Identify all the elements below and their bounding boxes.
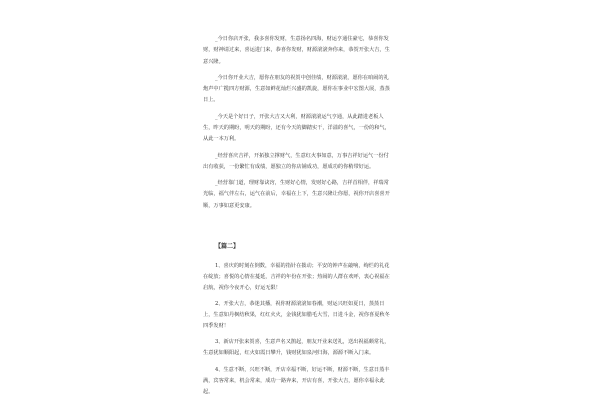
paragraph: _今天是个好日子，开张大吉又大利，财源滚滚运气亨通，从此踏进老板人生，昨天的期盼，明天的期盼，还有今天的脚踏实干，洋溢的喜气，一份的和气，从此一本万利。 bbox=[203, 113, 390, 143]
paragraph: _经营靠门道，理财靠诀窍，生财好心情，发财好心路，吉祥首相伴，祥瑞常光临，福气伴左右，运气在前后，幸福在上下，生意兴隆让你愿，祝你开店喜喜开顺，万事如意更安康。 bbox=[203, 180, 390, 209]
text-column bbox=[203, 29, 393, 403]
section-spacer bbox=[203, 217, 393, 241]
list-item: 4、生意不断，兴旺不断，开店幸福不断，好运不断，财源不断，生意日蒸丰满，宾客常来，机会常来，成功一路奔来，开店有喜，开张大吉，愿你幸福永此起。 bbox=[203, 366, 390, 395]
list-item: 2、开张大吉，恭迷其播，祝你财源滚滚如春潮，财运兴旺如夏日，蒸蒸日上，生意如丹枫结秋果，红红火火，金钱犹如腊毛大雪，日进斗金，祝你喜夏秋冬四季发财！ bbox=[203, 301, 390, 330]
list-item: 1、喜庆的时刻在倒数，幸福的指针在拨动；平安的钟声在敲响，绚烂的礼花在绽放；喜悦的心情在蔓延，吉祥的年份在开张；热闹的人群在欢呼，衷心祝福在启航，祝你今夜开心，好运无限！ bbox=[203, 262, 390, 291]
paragraph: _今日你店开张，我多喜你发财，生意扬名四海，财运亨通住豪宅，恭喜你发财，财神请过来，喜运进门来，恭喜你发财，财源滚滚奔你来，恭贺开张大吉，生意兴隆。 bbox=[203, 36, 390, 65]
list-item: 3、新店开张来贺喜，生意声名又鹊起，朋友开业来送礼，送出祝福颇常礼，生意犹如顺阳起，红火如霞日攀升，钱财犹如泉河归海，源源不断入门来。 bbox=[203, 339, 390, 357]
section-heading: 【篇二】 bbox=[215, 242, 240, 250]
paragraph: _今日你开业大吉，愿你在朋友的祝贺中创佳绩，财源滚滚，愿你在咱闹的礼炮声中广揽四方财源，生意如鲜花灿烂兴盛的凯旋，愿你在事业中宏图大展，蒸蒸日上。 bbox=[203, 74, 390, 104]
paragraph: _经营喜庆吉祥，开拓独立撑财气，生意红火事如意，万事吉祥好运气一份付出有收获，一份繁忙有成绩，愿独立的你店铺成功，愿成功的你稍带好运。 bbox=[203, 152, 389, 170]
